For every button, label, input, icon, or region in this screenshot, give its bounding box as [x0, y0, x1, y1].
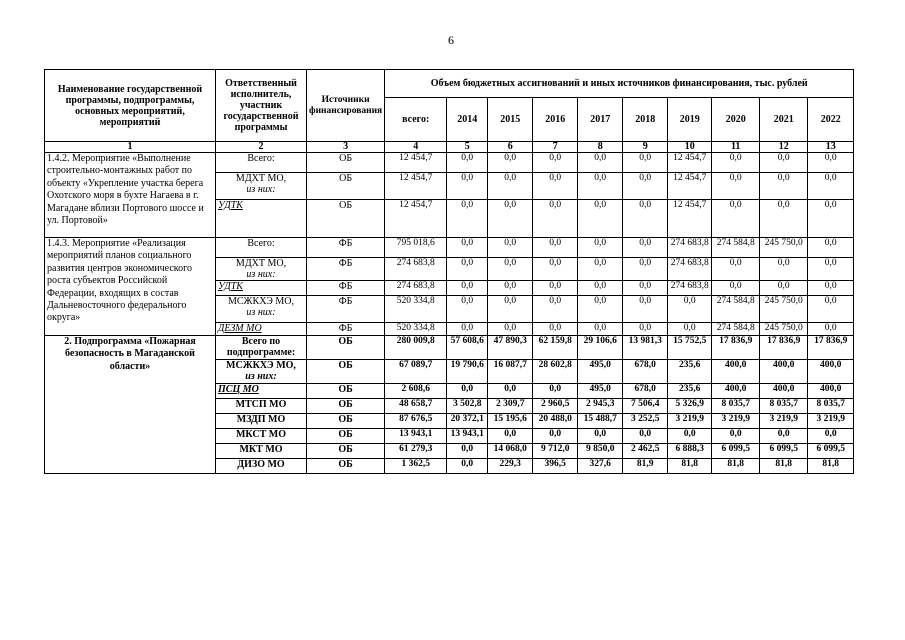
amount-cell: 6 099,5	[760, 444, 808, 459]
amount-cell: 3 219,9	[668, 414, 712, 429]
amount-cell: 400,0	[760, 360, 808, 384]
amount-cell: 400,0	[712, 360, 760, 384]
amount-cell: 396,5	[533, 459, 578, 474]
amount-cell: 3 219,9	[808, 414, 854, 429]
executor-name: МСЖКХЭ МО,	[228, 296, 294, 307]
funding-source: ОБ	[307, 360, 385, 384]
amount-cell: 0,0	[760, 173, 808, 200]
amount-cell: 0,0	[623, 323, 668, 336]
amount-cell: 274 584,8	[712, 323, 760, 336]
col-number: 5	[447, 142, 488, 153]
col-number: 1	[45, 142, 216, 153]
year-header: 2020	[712, 98, 760, 142]
funding-source: ОБ	[307, 173, 385, 200]
col-number: 7	[533, 142, 578, 153]
amount-cell: 0,0	[760, 153, 808, 173]
amount-cell: 678,0	[623, 384, 668, 399]
funding-source: ФБ	[307, 323, 385, 336]
amount-cell: 0,0	[578, 238, 623, 258]
executor-name: Всего:	[247, 153, 275, 164]
amount-cell: 0,0	[623, 238, 668, 258]
amount-cell: 2 608,6	[385, 384, 447, 399]
amount-cell: 0,0	[488, 323, 533, 336]
col-src-header: Источники финансирования	[307, 70, 385, 142]
year-header: 2014	[447, 98, 488, 142]
activity-name: 1.4.2. Мероприятие «Выполнение строительно-монтажных работ по объекту «Укрепление участка берега Охотского моря в бухте Нагаева в г. Магадане вблизи Портового шоссе и ул. Портовой»	[45, 153, 216, 238]
amount-cell: 0,0	[447, 238, 488, 258]
amount-cell: 17 836,9	[808, 336, 854, 360]
amount-cell: 0,0	[447, 153, 488, 173]
amount-cell: 0,0	[760, 200, 808, 238]
executor-subnote: из них:	[246, 184, 276, 195]
year-header: 2018	[623, 98, 668, 142]
amount-cell: 15 195,6	[488, 414, 533, 429]
col-number: 4	[385, 142, 447, 153]
executor-cell	[216, 238, 307, 258]
executor-cell	[216, 258, 307, 281]
amount-cell: 29 106,6	[578, 336, 623, 360]
executor-cell	[216, 444, 307, 459]
table-row	[45, 153, 854, 173]
amount-cell: 0,0	[533, 429, 578, 444]
amount-cell: 0,0	[533, 238, 578, 258]
amount-cell: 495,0	[578, 360, 623, 384]
executor-cell	[216, 336, 307, 360]
amount-cell: 62 159,8	[533, 336, 578, 360]
amount-cell: 3 502,8	[447, 399, 488, 414]
amount-cell: 0,0	[808, 238, 854, 258]
amount-cell: 81,8	[668, 459, 712, 474]
amount-cell: 8 035,7	[712, 399, 760, 414]
amount-cell: 0,0	[578, 153, 623, 173]
amount-cell: 274 584,8	[712, 238, 760, 258]
amount-cell: 0,0	[447, 173, 488, 200]
amount-cell: 0,0	[533, 153, 578, 173]
executor-name: МТСП МО	[235, 399, 287, 410]
executor-cell	[216, 281, 307, 296]
year-header: 2022	[808, 98, 854, 142]
amount-cell: 0,0	[760, 281, 808, 296]
amount-cell: 5 326,9	[668, 399, 712, 414]
amount-cell: 0,0	[808, 258, 854, 281]
amount-cell: 0,0	[712, 429, 760, 444]
executor-cell	[216, 153, 307, 173]
amount-cell: 12 454,7	[668, 153, 712, 173]
amount-cell: 17 836,9	[760, 336, 808, 360]
executor-name: МСЖКХЭ МО,	[226, 360, 296, 371]
funding-source: ОБ	[307, 153, 385, 173]
col-number: 12	[760, 142, 808, 153]
amount-cell: 2 462,5	[623, 444, 668, 459]
activity-name: 2. Подпрограмма «Пожарная безопасность в Магаданской области»	[45, 336, 216, 474]
amount-cell: 0,0	[578, 296, 623, 323]
amount-cell: 0,0	[488, 384, 533, 399]
table-row	[45, 238, 854, 258]
executor-name: ПСЦ МО	[218, 384, 259, 395]
amount-cell: 274 584,8	[712, 296, 760, 323]
amount-cell: 0,0	[533, 258, 578, 281]
amount-cell: 12 454,7	[385, 153, 447, 173]
amount-cell: 274 683,8	[668, 281, 712, 296]
amount-cell: 2 945,3	[578, 399, 623, 414]
year-header: 2019	[668, 98, 712, 142]
amount-cell: 3 219,9	[760, 414, 808, 429]
amount-cell: 0,0	[808, 281, 854, 296]
funding-source: ФБ	[307, 258, 385, 281]
amount-cell: 0,0	[447, 296, 488, 323]
amount-cell: 0,0	[447, 200, 488, 238]
amount-cell: 274 683,8	[668, 258, 712, 281]
amount-cell: 3 219,9	[712, 414, 760, 429]
amount-cell: 235,6	[668, 384, 712, 399]
amount-cell: 0,0	[533, 296, 578, 323]
funding-source: ОБ	[307, 200, 385, 238]
amount-cell: 0,0	[533, 323, 578, 336]
amount-cell: 400,0	[760, 384, 808, 399]
amount-cell: 19 790,6	[447, 360, 488, 384]
executor-cell	[216, 200, 307, 238]
amount-cell: 6 099,5	[712, 444, 760, 459]
col-number: 6	[488, 142, 533, 153]
amount-cell: 0,0	[712, 281, 760, 296]
col-number: 13	[808, 142, 854, 153]
amount-cell: 2 309,7	[488, 399, 533, 414]
amount-cell: 0,0	[533, 200, 578, 238]
amount-cell: 327,6	[578, 459, 623, 474]
amount-cell: 0,0	[808, 323, 854, 336]
amount-cell: 400,0	[712, 384, 760, 399]
amount-cell: 0,0	[668, 296, 712, 323]
amount-cell: 0,0	[623, 429, 668, 444]
amount-cell: 57 608,6	[447, 336, 488, 360]
col-number: 10	[668, 142, 712, 153]
amount-cell: 0,0	[488, 258, 533, 281]
amount-cell: 0,0	[488, 173, 533, 200]
amount-cell: 0,0	[712, 258, 760, 281]
amount-cell: 0,0	[488, 281, 533, 296]
amount-cell: 12 454,7	[668, 200, 712, 238]
year-header: 2017	[578, 98, 623, 142]
amount-cell: 9 712,0	[533, 444, 578, 459]
amount-cell: 229,3	[488, 459, 533, 474]
amount-cell: 67 089,7	[385, 360, 447, 384]
amount-cell: 0,0	[578, 323, 623, 336]
funding-source: ОБ	[307, 399, 385, 414]
amount-cell: 12 454,7	[385, 173, 447, 200]
column-number-row	[45, 142, 854, 153]
executor-cell	[216, 173, 307, 200]
executor-name: МКСТ МО	[235, 429, 287, 440]
funding-source: ОБ	[307, 336, 385, 360]
amount-cell: 0,0	[488, 200, 533, 238]
amount-cell: 0,0	[668, 323, 712, 336]
amount-cell: 0,0	[578, 258, 623, 281]
amount-cell: 245 750,0	[760, 323, 808, 336]
amount-cell: 16 087,7	[488, 360, 533, 384]
amount-cell: 0,0	[447, 258, 488, 281]
amount-cell: 0,0	[808, 153, 854, 173]
year-header: 2021	[760, 98, 808, 142]
amount-cell: 8 035,7	[760, 399, 808, 414]
amount-cell: 235,6	[668, 360, 712, 384]
activity-name: 1.4.3. Мероприятие «Реализация мероприятий планов социального развития центров экономического роста субъектов Российской Федерации, входящих в состав Дальневосточного федерального округа»	[45, 238, 216, 336]
amount-cell: 81,8	[760, 459, 808, 474]
amount-cell: 0,0	[447, 323, 488, 336]
funding-source: ФБ	[307, 281, 385, 296]
executor-cell	[216, 323, 307, 336]
amount-cell: 0,0	[447, 459, 488, 474]
amount-cell: 0,0	[668, 429, 712, 444]
amount-cell: 48 658,7	[385, 399, 447, 414]
executor-name: МДХТ МО,	[235, 258, 287, 269]
executor-cell	[216, 384, 307, 399]
amount-cell: 520 334,8	[385, 323, 447, 336]
amount-cell: 2 960,5	[533, 399, 578, 414]
amount-cell: 400,0	[808, 360, 854, 384]
amount-cell: 495,0	[578, 384, 623, 399]
amount-cell: 12 454,7	[668, 173, 712, 200]
executor-cell	[216, 399, 307, 414]
amount-cell: 0,0	[808, 173, 854, 200]
amount-cell: 0,0	[760, 429, 808, 444]
col-number: 9	[623, 142, 668, 153]
executor-name: МДХТ МО,	[235, 173, 287, 184]
amount-cell: 20 488,0	[533, 414, 578, 429]
table-body	[45, 153, 854, 474]
funding-table	[44, 69, 854, 474]
amount-cell: 14 068,0	[488, 444, 533, 459]
amount-cell: 0,0	[578, 173, 623, 200]
executor-subnote: из них:	[245, 371, 277, 382]
funding-source: ОБ	[307, 384, 385, 399]
amount-cell: 280 009,8	[385, 336, 447, 360]
executor-cell	[216, 429, 307, 444]
funding-source: ОБ	[307, 429, 385, 444]
amount-cell: 87 676,5	[385, 414, 447, 429]
amount-cell: 0,0	[623, 200, 668, 238]
col-name-header: Наименование государственной программы, подпрограммы, основных мероприятий, мероприятий	[45, 70, 216, 142]
amount-cell: 47 890,3	[488, 336, 533, 360]
amount-cell: 28 602,8	[533, 360, 578, 384]
amount-cell: 0,0	[712, 153, 760, 173]
amount-cell: 0,0	[488, 296, 533, 323]
amount-cell: 81,8	[712, 459, 760, 474]
executor-name: УДТК	[218, 281, 243, 292]
executor-name: УДТК	[218, 200, 243, 211]
amount-cell: 61 279,3	[385, 444, 447, 459]
executor-name: МЗДП МО	[236, 414, 286, 425]
executor-cell	[216, 414, 307, 429]
amount-cell: 0,0	[623, 281, 668, 296]
amount-cell: 6 099,5	[808, 444, 854, 459]
amount-cell: 81,9	[623, 459, 668, 474]
amount-cell: 8 035,7	[808, 399, 854, 414]
amount-cell: 0,0	[712, 200, 760, 238]
executor-name: ДИЗО МО	[237, 459, 285, 470]
col-number: 8	[578, 142, 623, 153]
amount-cell: 13 943,1	[447, 429, 488, 444]
table-row	[45, 336, 854, 360]
amount-cell: 7 506,4	[623, 399, 668, 414]
amount-cell: 12 454,7	[385, 200, 447, 238]
executor-name: Всего по подпрограмме:	[226, 336, 296, 358]
amount-cell: 0,0	[760, 258, 808, 281]
year-header: 2015	[488, 98, 533, 142]
amount-cell: 13 981,3	[623, 336, 668, 360]
amount-cell: 0,0	[488, 429, 533, 444]
amount-cell: 678,0	[623, 360, 668, 384]
amount-cell: 245 750,0	[760, 238, 808, 258]
amount-cell: 20 372,1	[447, 414, 488, 429]
amount-cell: 0,0	[447, 384, 488, 399]
amount-cell: 0,0	[623, 296, 668, 323]
executor-subnote: из них:	[246, 307, 276, 318]
amount-cell: 13 943,1	[385, 429, 447, 444]
executor-cell	[216, 360, 307, 384]
amount-cell: 245 750,0	[760, 296, 808, 323]
amount-cell: 0,0	[533, 281, 578, 296]
col-number: 3	[307, 142, 385, 153]
amount-cell: 15 752,5	[668, 336, 712, 360]
amount-cell: 0,0	[623, 258, 668, 281]
amount-cell: 274 683,8	[668, 238, 712, 258]
executor-name: МКТ МО	[239, 444, 283, 455]
amount-cell: 0,0	[623, 173, 668, 200]
amount-cell: 0,0	[447, 281, 488, 296]
amount-cell: 81,8	[808, 459, 854, 474]
executor-name: Всего:	[247, 238, 275, 249]
funding-source: ОБ	[307, 444, 385, 459]
amount-cell: 274 683,8	[385, 281, 447, 296]
amount-cell: 795 018,6	[385, 238, 447, 258]
amount-cell: 3 252,5	[623, 414, 668, 429]
amount-cell: 17 836,9	[712, 336, 760, 360]
year-header: всего:	[385, 98, 447, 142]
amount-cell: 0,0	[533, 173, 578, 200]
funding-source: ФБ	[307, 238, 385, 258]
col-exec-header: Ответственный исполнитель, участник государственной программы	[216, 70, 307, 142]
amount-cell: 400,0	[808, 384, 854, 399]
amount-cell: 274 683,8	[385, 258, 447, 281]
amount-cell: 0,0	[808, 296, 854, 323]
amount-cell: 0,0	[808, 429, 854, 444]
amount-cell: 0,0	[623, 153, 668, 173]
amount-cell: 0,0	[808, 200, 854, 238]
amount-cell: 0,0	[578, 200, 623, 238]
year-header: 2016	[533, 98, 578, 142]
executor-name: ДЕЗМ МО	[218, 323, 262, 334]
col-number: 11	[712, 142, 760, 153]
amount-cell: 0,0	[578, 281, 623, 296]
executor-cell	[216, 296, 307, 323]
col-funding-header: Объем бюджетных ассигнований и иных источников финансирования, тыс. рублей	[385, 70, 854, 98]
amount-cell: 520 334,8	[385, 296, 447, 323]
amount-cell: 0,0	[488, 153, 533, 173]
amount-cell: 0,0	[447, 444, 488, 459]
amount-cell: 0,0	[488, 238, 533, 258]
col-number: 2	[216, 142, 307, 153]
funding-source: ФБ	[307, 296, 385, 323]
amount-cell: 0,0	[533, 384, 578, 399]
amount-cell: 6 888,3	[668, 444, 712, 459]
executor-cell	[216, 459, 307, 474]
page-number: 6	[448, 33, 454, 47]
funding-source: ОБ	[307, 414, 385, 429]
executor-subnote: из них:	[246, 269, 276, 280]
funding-source: ОБ	[307, 459, 385, 474]
amount-cell: 9 850,0	[578, 444, 623, 459]
header-row-1	[45, 70, 854, 98]
amount-cell: 0,0	[578, 429, 623, 444]
amount-cell: 1 362,5	[385, 459, 447, 474]
amount-cell: 0,0	[712, 173, 760, 200]
amount-cell: 15 488,7	[578, 414, 623, 429]
